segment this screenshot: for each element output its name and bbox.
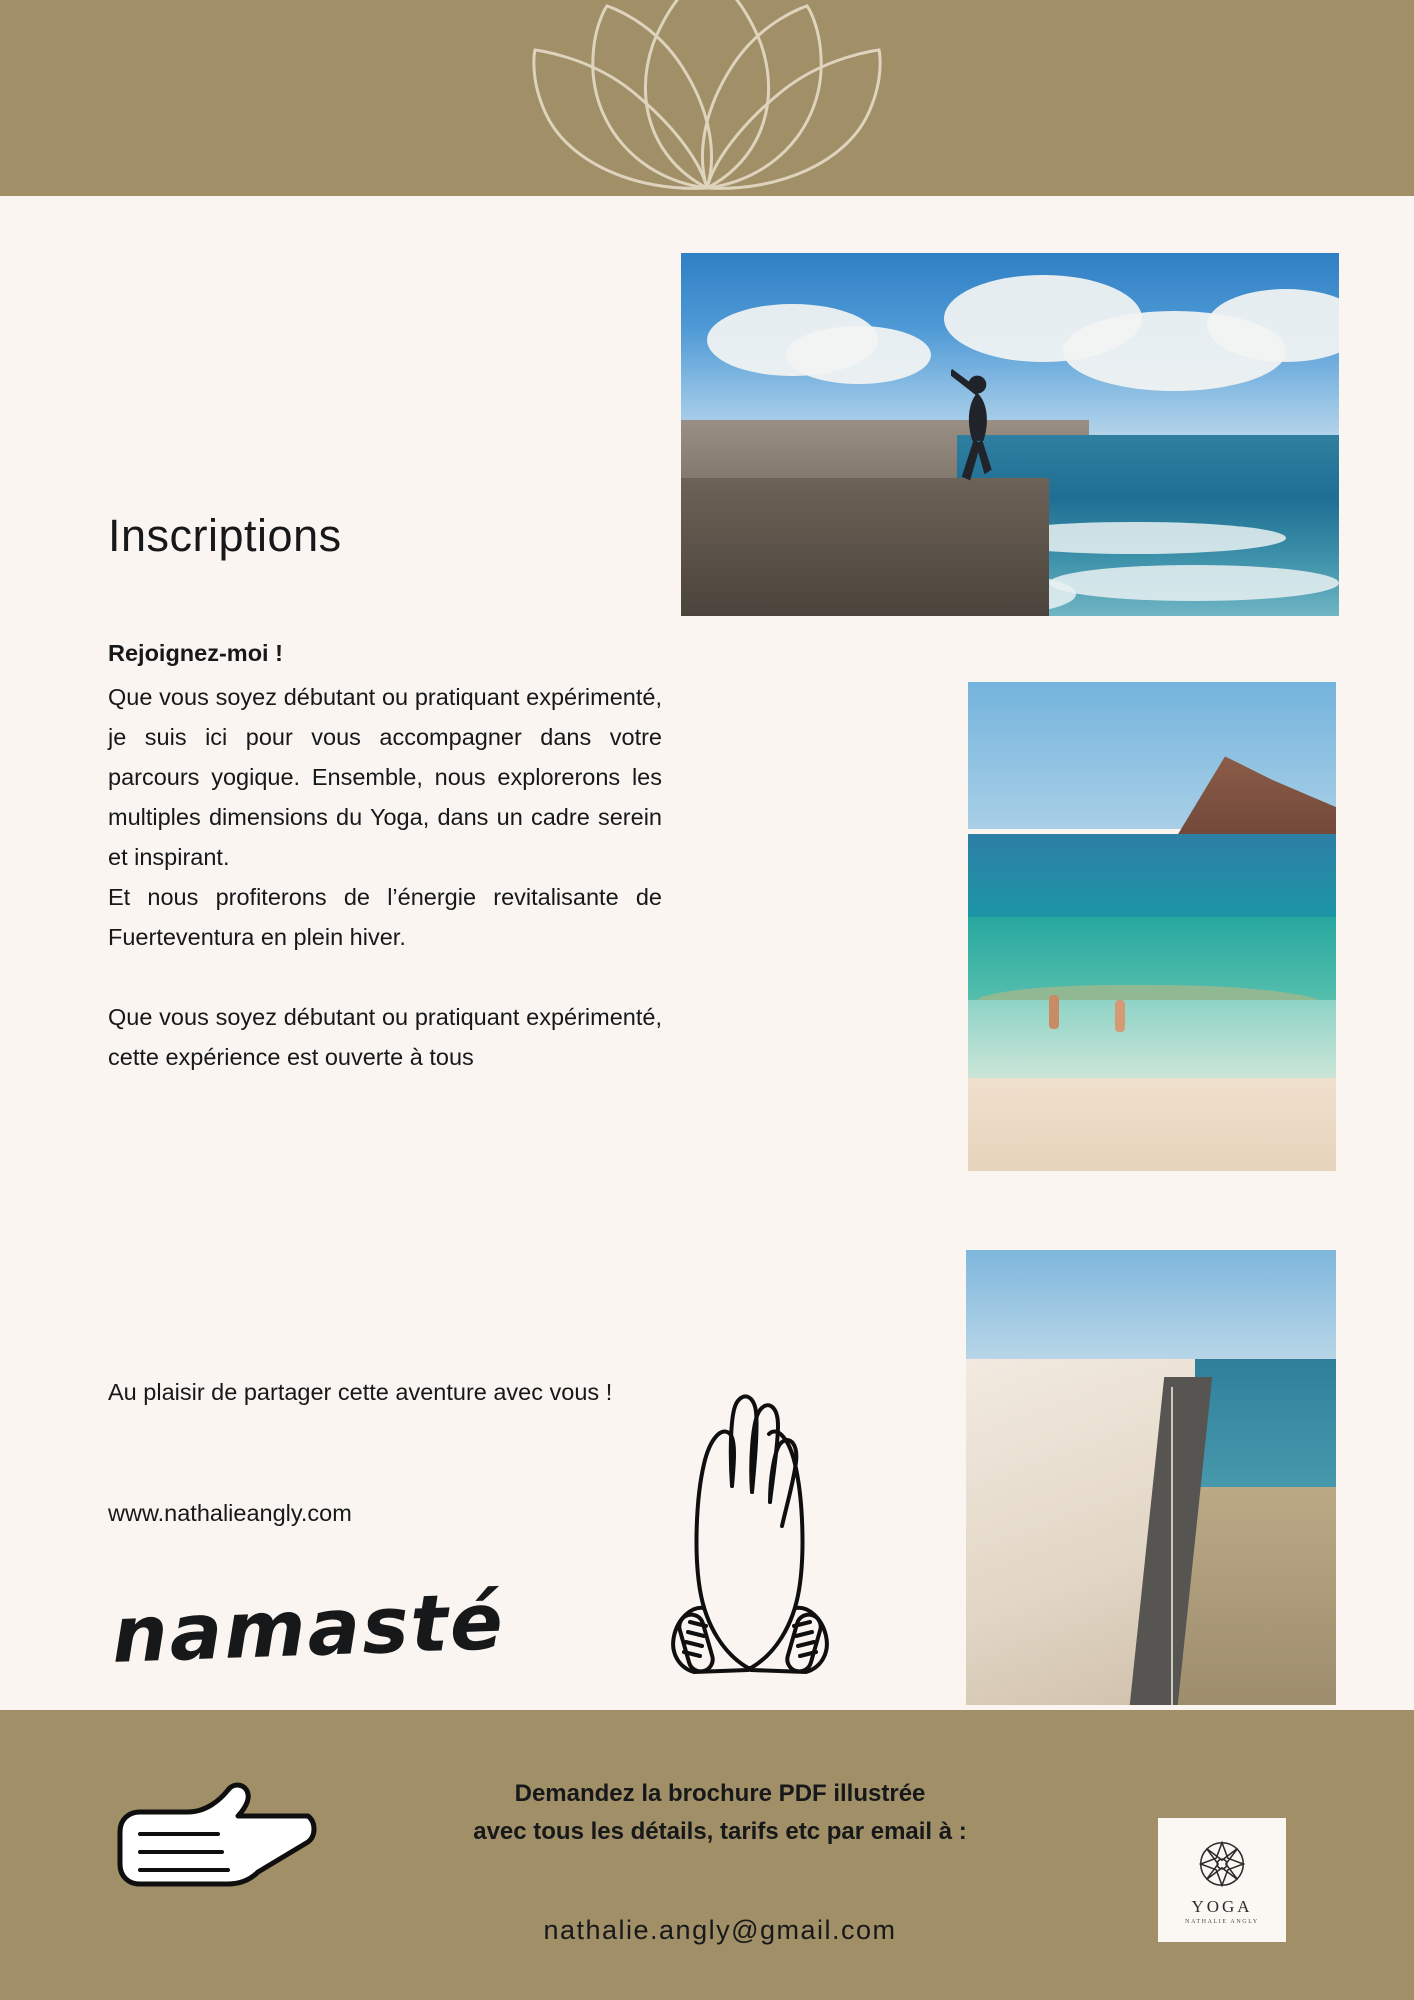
lead-line: Rejoignez-moi ! xyxy=(108,640,283,666)
cta-text xyxy=(380,1775,1060,1851)
top-banner xyxy=(0,0,1414,196)
paragraph-spacer xyxy=(108,957,662,997)
body-copy xyxy=(108,633,662,1077)
logo xyxy=(1158,1818,1286,1942)
pointing-hand-icon xyxy=(110,1760,330,1900)
photo-sand xyxy=(968,1078,1336,1171)
photo-sky xyxy=(966,1250,1336,1368)
bather xyxy=(1115,1000,1125,1032)
photo-shallow-water xyxy=(968,1000,1336,1083)
logo-word: YOGA xyxy=(1191,1897,1253,1916)
lotus-icon xyxy=(447,0,967,192)
photo-dune-road xyxy=(966,1250,1336,1705)
cloud xyxy=(786,326,931,384)
cta-line-1: Demandez la brochure PDF illustrée xyxy=(514,1780,926,1807)
praying-hands-icon xyxy=(620,1368,880,1688)
paragraph-1: Que vous soyez débutant ou pratiquant expérimenté, je suis ici pour vous accompagner dans votre parcours yogique. Ensemble, nous explorerons les multiples dimensions du Yoga, dans un cadre serein et inspirant. xyxy=(108,684,662,870)
mandala-star-icon xyxy=(1193,1835,1251,1893)
logo-subtitle: NATHALIE ANGLY xyxy=(1185,1919,1259,1925)
page-title: Inscriptions xyxy=(108,510,342,561)
paragraph-2: Et nous profiterons de l’énergie revitalisante de Fuerteventura en plein hiver. xyxy=(108,884,662,950)
photo-rocks xyxy=(681,478,1049,616)
cta-line-2: avec tous les détails, tarifs etc par email à : xyxy=(473,1818,967,1845)
website-link[interactable]: www.nathalieangly.com xyxy=(108,1500,352,1526)
paragraph-3: Que vous soyez débutant ou pratiquant expérimenté, cette expérience est ouverte à tous xyxy=(108,1004,662,1070)
contact-email[interactable]: nathalie.angly@gmail.com xyxy=(543,1915,897,1945)
namaste-wordmark: namasté xyxy=(110,1577,507,1681)
photo-deep-sea xyxy=(968,834,1336,922)
photo-jumping-woman xyxy=(681,253,1339,616)
photo-road-line xyxy=(1171,1387,1173,1706)
jumping-person-silhouette xyxy=(951,369,1004,489)
bather xyxy=(1049,995,1059,1029)
photo-beach-lagoon xyxy=(968,682,1336,1171)
closing-line: Au plaisir de partager cette aventure avec vous ! xyxy=(108,1379,613,1405)
